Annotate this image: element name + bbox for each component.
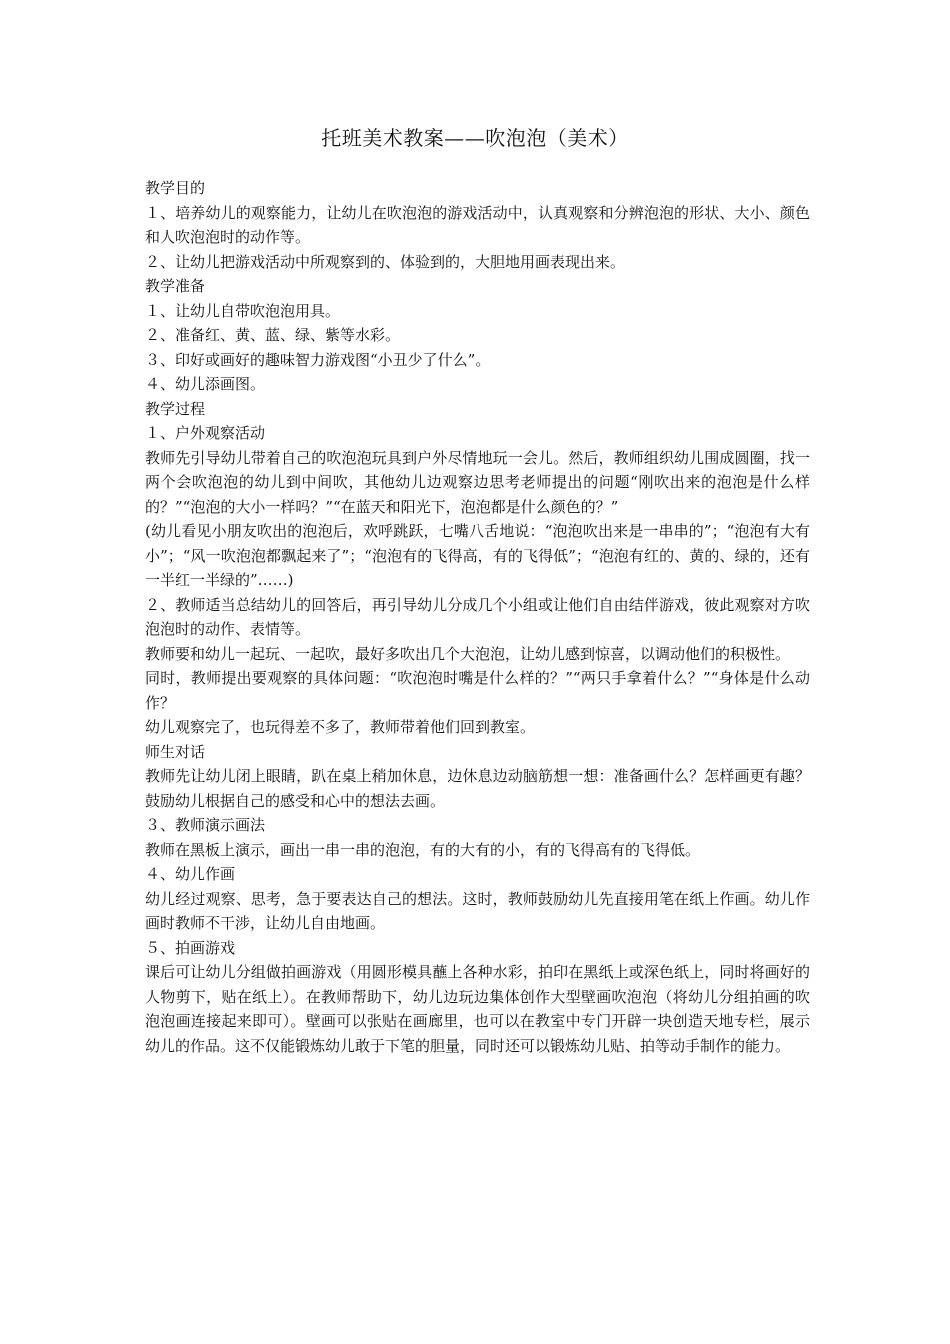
paragraph: ３、印好或画好的趣味智力游戏图“小丑少了什么”。 — [145, 350, 491, 369]
paragraph: ４、幼儿作画 — [145, 865, 236, 883]
paragraph: ２、准备红、黄、蓝、绿、紫等水彩。 — [145, 326, 401, 344]
paragraph: １、培养幼儿的观察能力，让幼儿在吹泡泡的游戏活动中，认真观察和分辨泡泡的形状、大小、颜色和人吹泡泡时的动作等。 — [145, 203, 810, 246]
paragraph: 同时，教师提出要观察的具体问题：“吹泡泡时嘴是什么样的？”“两只手拿着什么？”“身体是什么动作？ — [145, 669, 810, 712]
paragraph: 教师在黑板上演示，画出一串一串的泡泡，有的大有的小，有的飞得高有的飞得低。 — [145, 840, 701, 859]
document-body — [145, 176, 810, 1058]
paragraph: ５、拍画游戏 — [145, 938, 236, 957]
paragraph: ２、让幼儿把游戏活动中所观察到的、体验到的，大胆地用画表现出来。 — [145, 252, 626, 271]
paragraph: 教师先引导幼儿带着自己的吹泡泡玩具到户外尽情地玩一会儿。然后，教师组织幼儿围成圆圈，找一两个会吹泡泡的幼儿到中间吹，其他幼儿边观察边思考老师提出的问题“刚吹出来的泡泡是什么样的？”“泡泡的大小一样吗？”“在蓝天和阳光下，泡泡都是什么颜色的？” — [145, 448, 810, 516]
section-heading: 教学准备 — [145, 277, 206, 295]
section-heading: 教学过程 — [145, 399, 206, 418]
section-heading: 教学目的 — [145, 179, 206, 197]
paragraph: 课后可让幼儿分组做拍画游戏（用圆形模具蘸上各种水彩，拍印在黑纸上或深色纸上，同时将画好的人物剪下，贴在纸上）。在教师帮助下，幼儿边玩边集体创作大型壁画吹泡泡（将幼儿分组拍画的吹泡泡画连接起来即可）。壁画可以张贴在画廊里，也可以在教室中专门开辟一块创造天地专栏，展示幼儿的作品。这不仅能锻炼幼儿敢于下笔的胆量，同时还可以锻炼幼儿贴、拍等动手制作的能力。 — [145, 963, 810, 1055]
paragraph: 幼儿经过观察、思考，急于要表达自己的想法。这时，教师鼓励幼儿先直接用笔在纸上作画。幼儿作画时教师不干涉，让幼儿自由地画。 — [145, 889, 810, 932]
paragraph: 教师先让幼儿闭上眼睛，趴在桌上稍加休息，边休息边动脑筋想一想：准备画什么？怎样画更有趣？鼓励幼儿根据自己的感受和心中的想法去画。 — [145, 767, 810, 810]
paragraph: ２、教师适当总结幼儿的回答后，再引导幼儿分成几个小组或让他们自由结伴游戏，彼此观察对方吹泡泡时的动作、表情等。 — [145, 595, 810, 638]
paragraph: ３、教师演示画法 — [145, 816, 266, 834]
paragraph: １、让幼儿自带吹泡泡用具。 — [145, 301, 341, 320]
paragraph: 教师要和幼儿一起玩、一起吹，最好多吹出几个大泡泡，让幼儿感到惊喜，以调动他们的积极性。 — [145, 644, 791, 663]
paragraph: (幼儿看见小朋友吹出的泡泡后，欢呼跳跃，七嘴八舌地说：“泡泡吹出来是一串串的”；“泡泡有大有小”；“风一吹泡泡都飘起来了”；“泡泡有的飞得高，有的飞得低”；“泡泡有红的、黄的、绿的，还有一半红一半绿的”……) — [145, 522, 810, 589]
document-title: 托班美术教案——吹泡泡（美术） — [321, 126, 629, 150]
paragraph: １、户外观察活动 — [145, 424, 266, 442]
section-heading: 师生对话 — [145, 742, 206, 761]
paragraph: 幼儿观察完了，也玩得差不多了，教师带着他们回到教室。 — [145, 718, 536, 736]
paragraph: ４、幼儿添画图。 — [145, 375, 266, 393]
